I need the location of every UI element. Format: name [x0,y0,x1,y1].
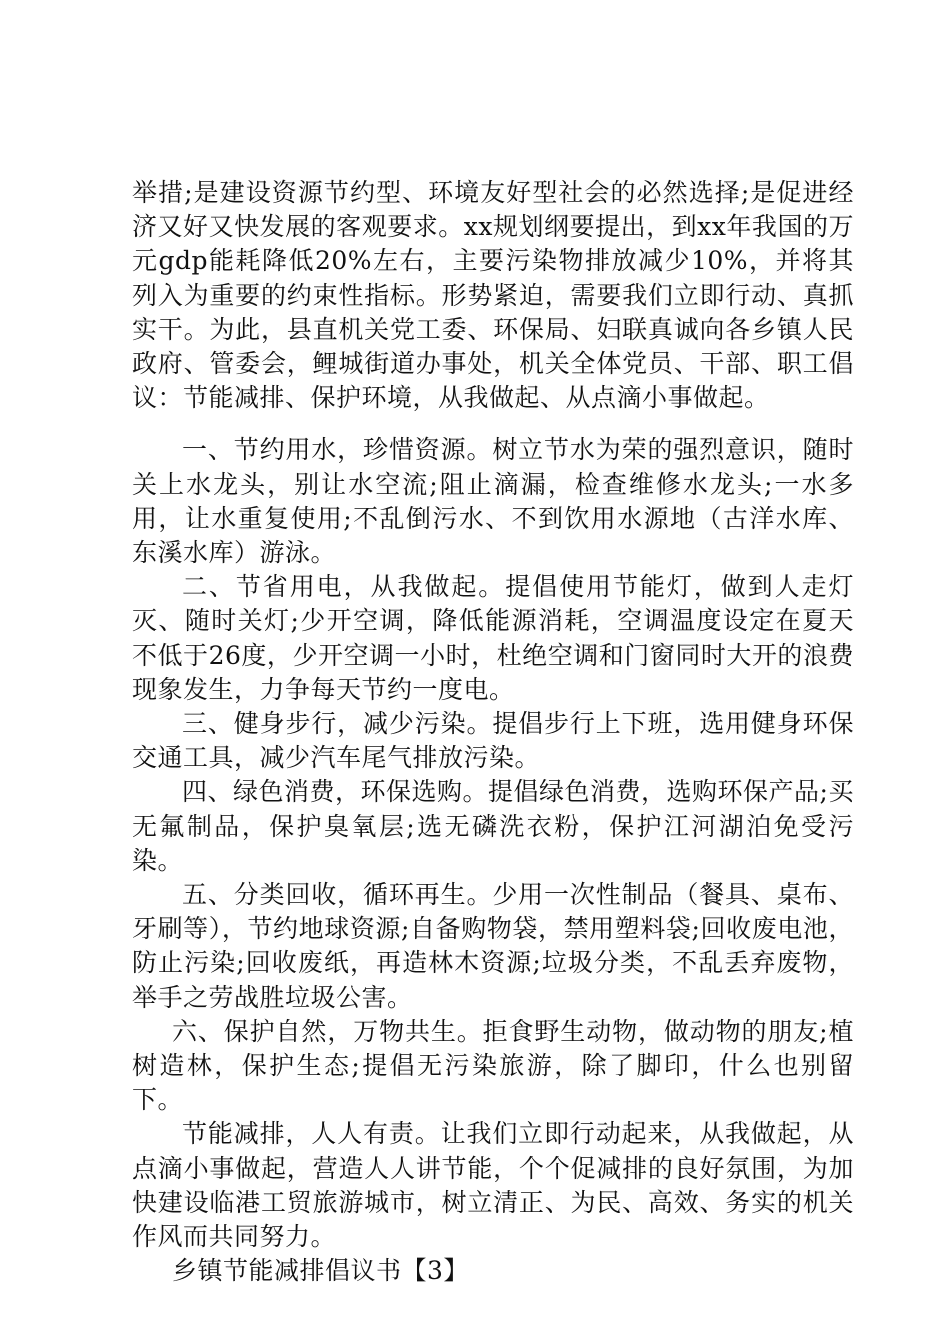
paragraph-gap [132,415,854,433]
item-electricity-paragraph: 二、节省用电，从我做起。提倡使用节能灯，做到人走灯灭、随时关灯;少开空调，降低能源消耗，空调温度设定在夏天不低于26度，少开空调一小时，杜绝空调和门窗同时大开的浪费现象发生，力争每天节约一度电。 [132,572,854,704]
item-walking-paragraph: 三、健身步行，减少污染。提倡步行上下班，选用健身环保交通工具，减少汽车尾气排放污染。 [132,709,854,773]
closing-paragraph: 节能减排，人人有责。让我们立即行动起来，从我做起，从点滴小事做起，营造人人讲节能，个个促减排的良好氛围，为加快建设临港工贸旅游城市，树立清正、为民、高效、务实的机关作风而共同努力。 [132,1119,854,1252]
intro-paragraph: 举措;是建设资源节约型、环境友好型社会的必然选择;是促进经济又好又快发展的客观要求。xx规划纲要提出，到xx年我国的万元gdp能耗降低20%左右，主要污染物排放减少10%，并将其列入为重要的约束性指标。形势紧迫，需要我们立即行动、真抓实干。为此，县直机关党工委、环保局、妇联真诚向各乡镇人民政府、管委会，鲤城街道办事处，机关全体党员、干部、职工倡议：节能减排、保护环境，从我做起、从点滴小事做起。 [132,178,854,413]
document-body [132,176,854,1289]
item-water-paragraph: 一、节约用水，珍惜资源。树立节水为荣的强烈意识，随时关上水龙头，别让水空流;阻止滴漏，检查维修水龙头;一水多用，让水重复使用;不乱倒污水、不到饮用水源地（古洋水库、东溪水库）游泳。 [132,435,854,568]
item-green-consumption-paragraph: 四、绿色消费，环保选购。提倡绿色消费，选购环保产品;买无氟制品，保护臭氧层;选无磷洗衣粉，保护江河湖泊免受污染。 [132,777,854,875]
item-recycling-paragraph: 五、分类回收，循环再生。少用一次性制品（餐具、桌布、牙刷等），节约地球资源;自备购物袋，禁用塑料袋;回收废电池，防止污染;回收废纸，再造林木资源;垃圾分类，不乱丢弃废物，举手之劳战胜垃圾公害。 [132,880,854,1012]
item-nature-paragraph: 六、保护自然，万物共生。拒食野生动物，做动物的朋友;植树造林，保护生态;提倡无污染旅游，除了脚印，什么也别留下。 [132,1016,854,1115]
next-section-title: 乡镇节能减排倡议书【3】 [172,1256,469,1286]
